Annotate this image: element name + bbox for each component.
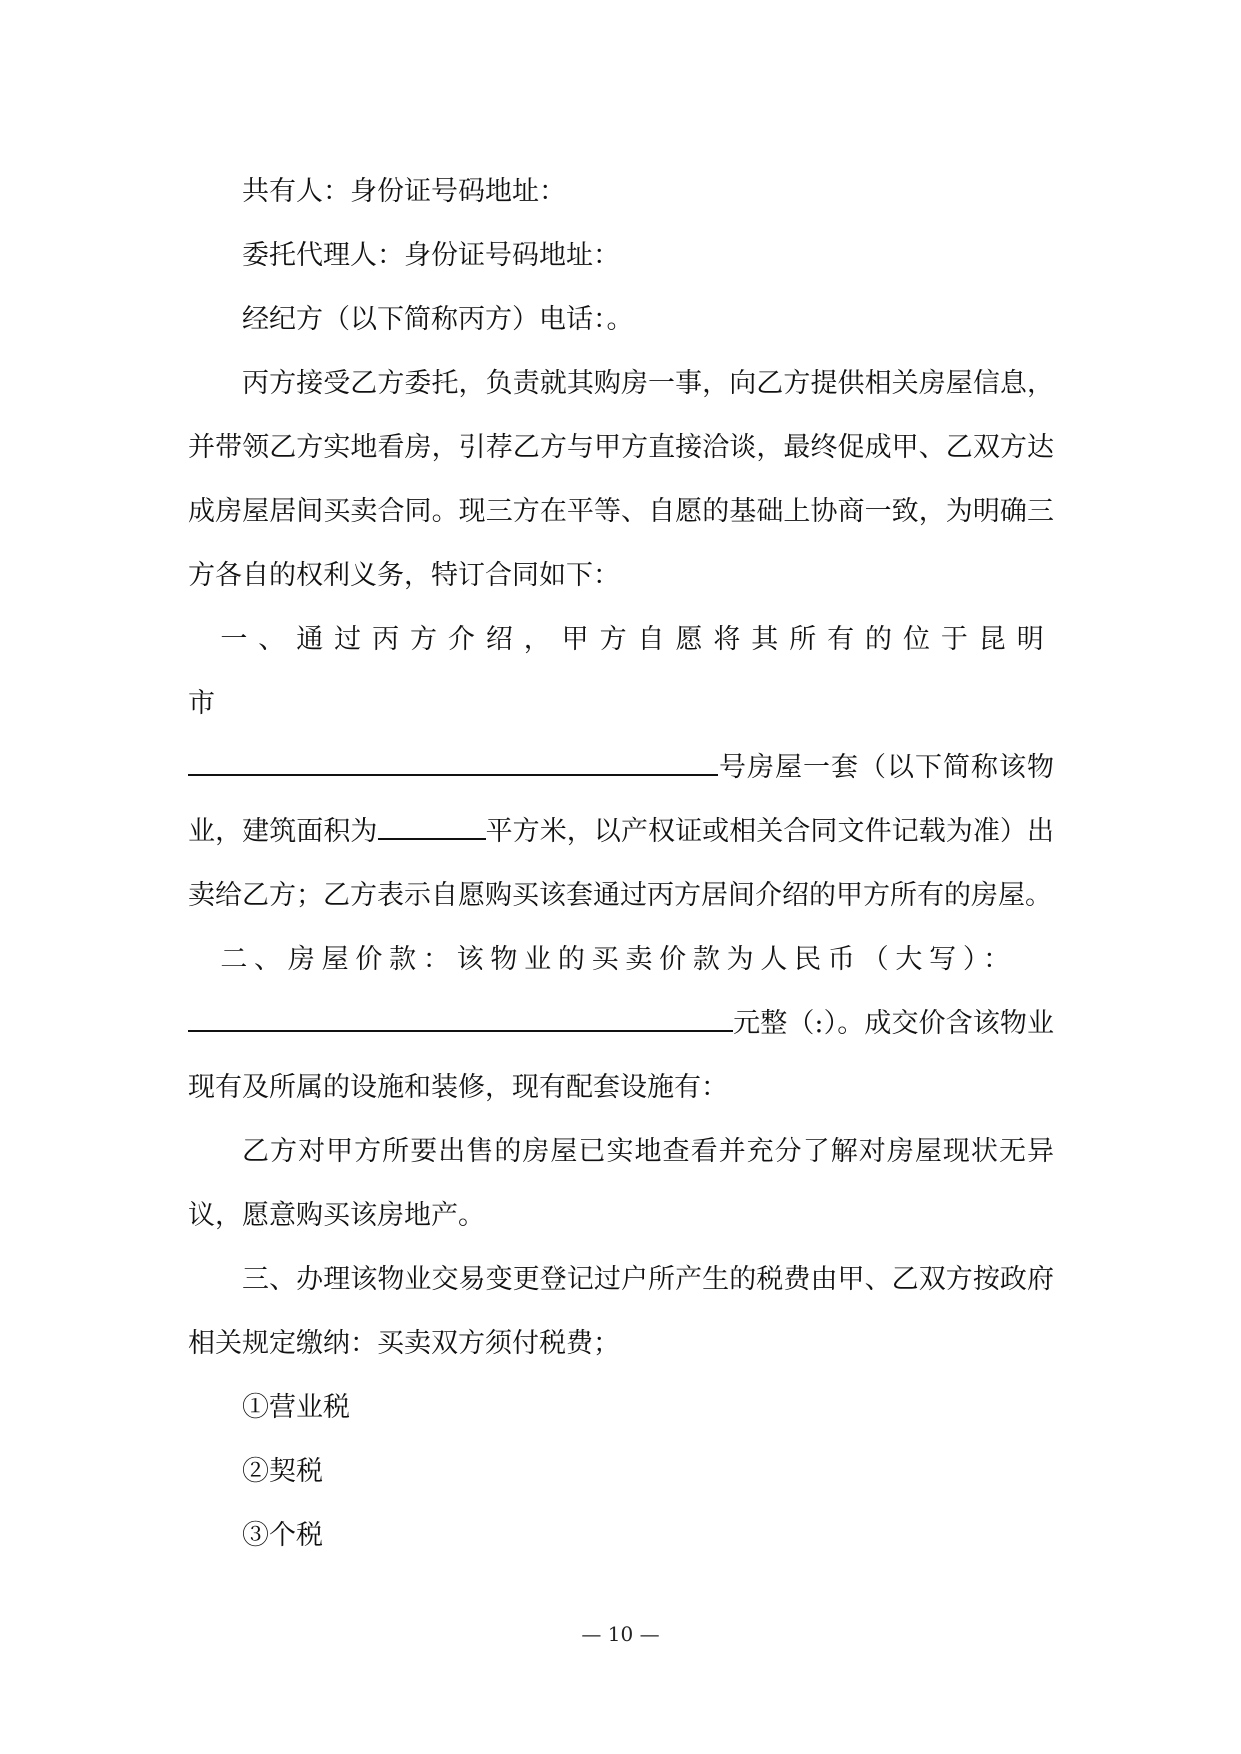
area-blank bbox=[378, 812, 486, 840]
clause-1-intro: 一、通过丙方介绍，甲方自愿将其所有的位于昆明市 bbox=[188, 624, 1054, 719]
paragraph-clause-1 bbox=[188, 608, 1054, 928]
price-blank bbox=[188, 1004, 733, 1032]
clause-2-intro: 二、房屋价款：该物业的买卖价款为人民币（大写）： bbox=[220, 944, 1017, 975]
document-body bbox=[188, 160, 1054, 1568]
paragraph-broker: 经纪方（以下简称丙方）电话：。 bbox=[242, 304, 634, 335]
paragraph-clause-3: 三、办理该物业交易变更登记过户所产生的税费由甲、乙双方按政府相关规定缴纳：买卖双方须付税费； bbox=[188, 1264, 1054, 1359]
address-blank bbox=[188, 748, 718, 776]
clause-1-end: 平方米，以产权证或相关合同文件记载为准）出卖给乙方；乙方表示自愿购买该套通过丙方居间介绍的甲方所有的房屋。 bbox=[188, 816, 1054, 911]
paragraph-inspection: 乙方对甲方所要出售的房屋已实地查看并充分了解对房屋现状无异议，愿意购买该房地产。 bbox=[188, 1136, 1054, 1231]
clause-1-middle: 号房屋一套（以下简称该物业，建筑面积为 bbox=[188, 752, 1054, 847]
list-item-income-tax: ③个税 bbox=[242, 1520, 323, 1551]
paragraph-agent: 委托代理人：身份证号码地址： bbox=[242, 240, 620, 271]
list-item-deed-tax: ②契税 bbox=[242, 1456, 323, 1487]
paragraph-preamble: 丙方接受乙方委托，负责就其购房一事，向乙方提供相关房屋信息，并带领乙方实地看房，引荐乙方与甲方直接洽谈，最终促成甲、乙双方达成房屋居间买卖合同。现三方在平等、自愿的基础上协商一致，为明确三方各自的权利义务，特订合同如下： bbox=[188, 368, 1054, 591]
paragraph-co-owner: 共有人：身份证号码地址： bbox=[242, 176, 566, 207]
list-item-business-tax: ①营业税 bbox=[242, 1392, 350, 1423]
paragraph-clause-2 bbox=[188, 928, 1054, 1120]
page-number: — 10 — bbox=[581, 1622, 660, 1646]
clause-2-end: 元整（:）。成交价含该物业现有及所属的设施和装修，现有配套设施有： bbox=[188, 1008, 1054, 1103]
